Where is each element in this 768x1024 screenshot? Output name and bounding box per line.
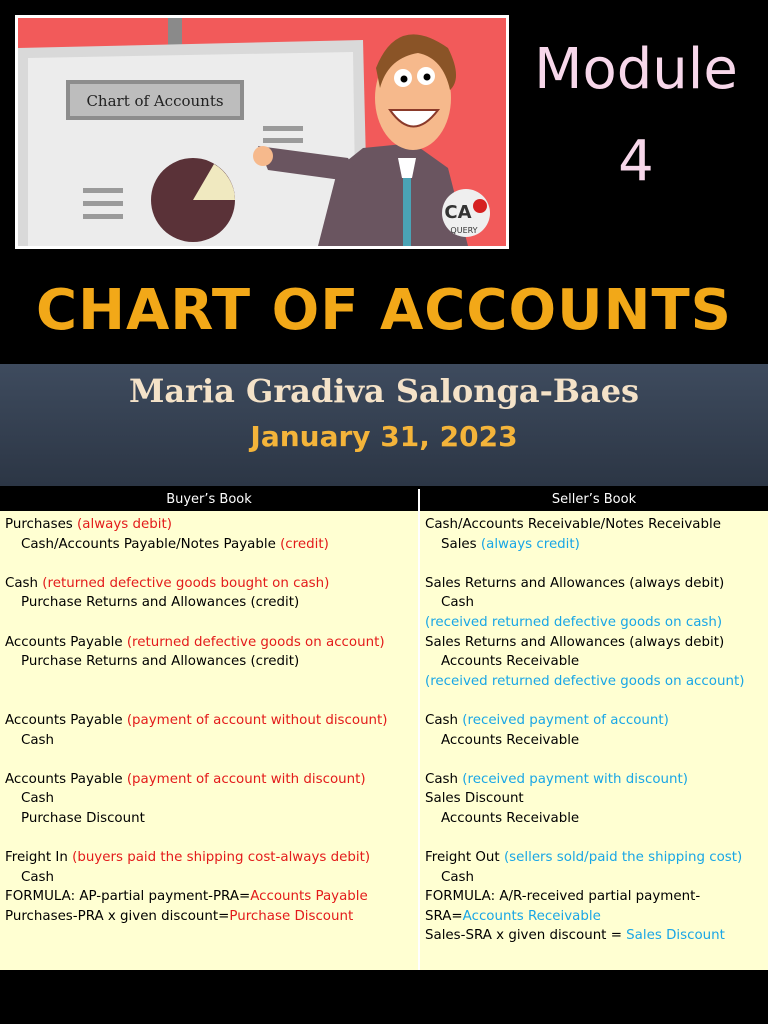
buyer-entry-line [5,711,415,731]
account-text: Accounts Receivable [441,732,580,748]
buyer-entry-line [5,887,415,907]
seller-entry-line [425,574,765,594]
spacer [425,750,765,770]
spacer [5,829,415,849]
buyer-entry-line [5,652,415,672]
account-text: Cash [21,791,55,807]
entry-note: (credit) [280,536,329,552]
account-text: Sales Returns and Allowances (always debit) [425,575,725,591]
date-label: January 31, 2023 [250,420,518,453]
entry-note: (returned defective goods on account) [126,634,385,650]
seller-book-column [420,511,768,970]
entry-note: (returned defective goods bought on cash) [42,575,330,591]
account-text: Cash [441,595,475,611]
buyer-entry-line [5,868,415,888]
entry-note: (payment of account with discount) [126,771,366,787]
account-text: Cash [441,869,475,885]
spacer [425,829,765,849]
buyer-entry-line [5,515,415,535]
spacer [5,750,415,770]
seller-entry-line [425,633,765,653]
presenter-illustration [18,18,506,246]
module-label: Module [534,37,738,102]
account-text: Cash [5,575,43,591]
entry-note: (payment of account without discount) [126,712,388,728]
footer-bar [0,970,768,1024]
account-text: Cash/Accounts Payable/Notes Payable [21,536,281,552]
account-text: Sales Returns and Allowances (always debit) [425,634,725,650]
seller-entry-line [425,907,765,927]
entry-note: Accounts Payable [250,889,368,905]
page-title: CHART OF ACCOUNTS [36,278,732,343]
logo-ca: CA [444,202,472,223]
account-text: Cash/Accounts Receivable/Notes Receivable [425,517,721,532]
spacer [425,691,765,711]
account-text: Freight In [5,850,73,866]
board-label: Chart of Accounts [86,92,224,110]
account-text: Purchase Returns and Allowances (credit) [21,654,300,670]
buyer-entry-line [5,789,415,809]
seller-entry-line [425,926,765,946]
journal-entry-table [0,489,768,970]
account-text: Accounts Receivable [441,810,580,826]
account-text: Accounts Receivable [441,654,580,670]
buyer-book-column [0,511,418,970]
entry-note: Purchase Discount [229,908,354,924]
account-text: Purchases-PRA x given discount= [5,908,230,924]
account-text: FORMULA: AP-partial payment-PRA= [5,889,251,905]
seller-entry-line [425,789,765,809]
account-text: Accounts Payable [5,712,127,728]
seller-entry-line [425,770,765,790]
seller-entry-line [425,613,765,633]
account-text: Cash [21,869,55,885]
title-slide-header [0,0,768,362]
seller-entry-line [425,652,765,672]
seller-entry-line [425,731,765,751]
buyer-entry-line [5,848,415,868]
seller-entry-line [425,887,765,907]
entry-note: Sales Discount [626,928,725,944]
account-text: Purchase Returns and Allowances (credit) [21,595,300,611]
entry-note: (received payment with discount) [462,771,688,787]
buyer-entry-line [5,907,415,927]
chart-of-accounts-illustration [15,15,509,249]
buyer-entry-line [5,593,415,613]
entry-note: (sellers sold/paid the shipping cost) [503,850,743,866]
entry-note: (received payment of account) [462,712,669,728]
buyer-entry-line [5,770,415,790]
account-text: Cash [425,771,463,787]
account-text: Purchases [5,517,78,532]
seller-book-header: Seller’s Book [420,489,768,511]
entry-note: (buyers paid the shipping cost-always debit) [72,850,371,866]
account-text: Sales Discount [425,791,524,807]
spacer [5,672,415,692]
spacer [425,554,765,574]
account-text: Sales [441,536,481,552]
entry-note: (always credit) [480,536,580,552]
module-value: 4 [618,129,654,194]
spacer [5,613,415,633]
seller-entry-line [425,672,765,692]
module-number [516,24,756,208]
account-text: Sales-SRA x given discount = [425,928,627,944]
seller-entry-line [425,535,765,555]
seller-entry-line [425,848,765,868]
seller-entry-line [425,515,765,535]
buyer-entry-line [5,633,415,653]
seller-entry-line [425,809,765,829]
account-text: Freight Out [425,850,504,866]
seller-entry-line [425,711,765,731]
account-text: Accounts Payable [5,634,127,650]
buyer-book-header: Buyer’s Book [0,489,418,511]
buyer-entry-line [5,731,415,751]
entry-note: (received returned defective goods on cash) [425,614,723,630]
account-text: Cash [425,712,463,728]
seller-entry-line [425,593,765,613]
account-text: Cash [21,732,55,748]
buyer-entry-line [5,574,415,594]
account-text: FORMULA: A/R-received partial payment- [425,889,701,905]
seller-entry-line [425,868,765,888]
entry-note: (received returned defective goods on account) [425,673,745,689]
buyer-entry-line [5,535,415,555]
spacer [5,554,415,574]
account-text: Purchase Discount [21,810,145,826]
account-text: SRA= [425,908,463,924]
buyer-entry-line [5,809,415,829]
spacer [5,691,415,711]
logo-query: QUERY [450,226,478,235]
author-name: Maria Gradiva Salonga-Baes [128,372,640,410]
entry-note: Accounts Receivable [462,908,601,924]
entry-note: (always debit) [77,517,172,532]
account-text: Accounts Payable [5,771,127,787]
